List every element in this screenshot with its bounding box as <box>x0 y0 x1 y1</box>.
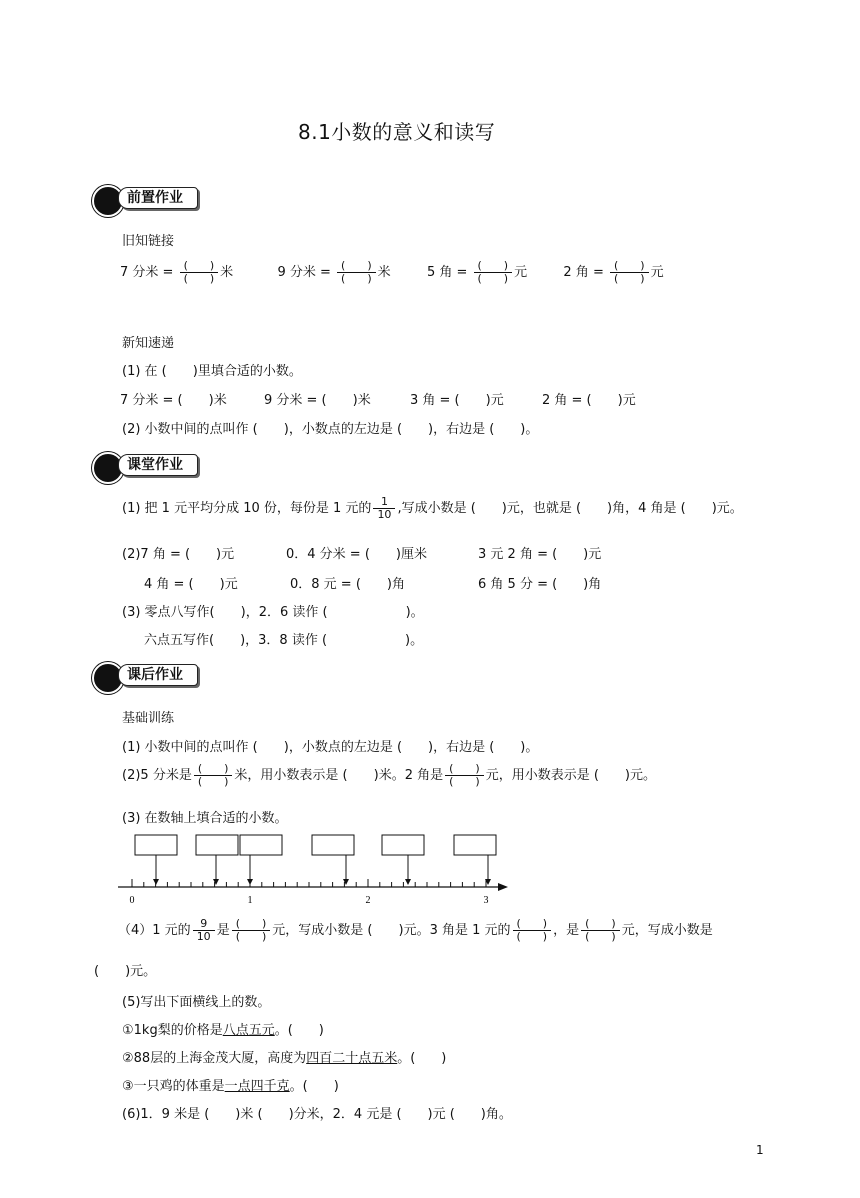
page-number: 1 <box>756 1143 764 1157</box>
class-q2-e: 0．8 元 = ( )角 <box>290 577 405 592</box>
answer-box[interactable] <box>135 835 177 855</box>
fraction-blank: $\frac{( )}{( )}$ <box>610 260 649 285</box>
answer-box[interactable] <box>196 835 238 855</box>
fraction-blank: $\frac{( )}{( )}$ <box>513 918 552 943</box>
pre-sub1: 旧知链接 <box>122 234 175 249</box>
class-q3-b: 六点五写作( )，3．8 读作 ( )。 <box>144 633 424 648</box>
post-q6: (6)1．9 米是 ( )米 ( )分米，2．4 元是 ( )元 ( )角。 <box>122 1107 512 1122</box>
post-q5-a: ①1kg梨的价格是八点五元。( ) <box>122 1023 324 1038</box>
post-q5-c: ③一只鸡的体重是一点四千克。( ) <box>122 1079 339 1094</box>
pre-q1-b: 9 分米 = ( )米 <box>264 393 371 408</box>
class-q2-a: (2)7 角 = ( )元 <box>122 547 235 562</box>
fraction-1-10: $\frac{1}{10}$ <box>373 496 395 521</box>
class-q2-d: 4 角 = ( )元 <box>144 577 238 592</box>
answer-box[interactable] <box>382 835 424 855</box>
class-q2-c: 3 元 2 角 = ( )元 <box>478 547 602 562</box>
axis-tick-label: 2 <box>365 895 371 906</box>
pre-q1-a: 7 分米 = ( )米 <box>120 393 227 408</box>
fraction-blank: $\frac{( )}{( )}$ <box>337 260 376 285</box>
fraction-blank: $\frac{( )}{( )}$ <box>180 260 219 285</box>
page-title: 8.1小数的意义和读写 <box>298 120 496 144</box>
pre-sub2: 新知速递 <box>122 336 175 351</box>
pre-q1: (1) 在 ( )里填合适的小数。 <box>122 364 302 379</box>
fraction-blank: $\frac{( )}{( )}$ <box>474 260 513 285</box>
post-q4: （4）1 元的 $\frac{9}{10}$ 是 $\frac{( )}{( )}$ 元，写成小数是 ( )元。3 角是 1 元的 $\frac{( )}{( )}$ ，是 $\frac{( )}{( )}$ 元，写成小数是 <box>118 917 713 943</box>
section-pre-title: 前置作业 <box>118 187 198 209</box>
pre-q1-c: 3 角 = ( )元 <box>410 393 504 408</box>
post-q2: (2)5 分米是 $\frac{( )}{( )}$ 米，用小数表示是 ( )米。2 角是 $\frac{( )}{( )}$ 元，用小数表示是 ( )元。 <box>122 762 656 788</box>
number-line <box>110 830 520 910</box>
axis-tick-label: 3 <box>483 895 489 906</box>
class-q2-b: 0．4 分米 = ( )厘米 <box>286 547 427 562</box>
answer-box[interactable] <box>454 835 496 855</box>
post-q5: (5)写出下面横线上的数。 <box>122 995 271 1010</box>
pre-row1: 7 分米 = $\frac{( )}{( )}$ 米 9 分米 = $\frac{( )}{( )}$ 米 5 角 = $\frac{( )}{( )}$ 元 2 角 = $\frac{( )}{( )}$ 元 <box>120 259 664 285</box>
post-sub: 基础训练 <box>122 711 175 726</box>
post-q4-cont: ( )元。 <box>94 964 157 979</box>
section-class-title: 课堂作业 <box>118 454 198 476</box>
class-q1: (1) 把 1 元平均分成 10 份，每份是 1 元的 $\frac{1}{10}$ ,写成小数是 ( )元，也就是 ( )角，4 角是 ( )元。 <box>122 495 743 521</box>
section-post-title: 课后作业 <box>118 664 198 686</box>
post-q3: (3) 在数轴上填合适的小数。 <box>122 811 288 826</box>
pre-q1-d: 2 角 = ( )元 <box>542 393 636 408</box>
post-q5-b: ②88层的上海金茂大厦，高度为四百二十点五米。( ) <box>122 1051 447 1066</box>
pre-q2: (2) 小数中间的点叫作 ( )，小数点的左边是 ( )，右边是 ( )。 <box>122 422 539 437</box>
axis-tick-label: 0 <box>129 895 135 906</box>
class-q2-f: 6 角 5 分 = ( )角 <box>478 577 602 592</box>
fraction-9-10: $\frac{9}{10}$ <box>193 918 215 943</box>
fraction-blank: $\frac{( )}{( )}$ <box>445 763 484 788</box>
section-pre-band <box>92 185 212 211</box>
section-class-band <box>92 452 212 478</box>
answer-box[interactable] <box>312 835 354 855</box>
section-post-band <box>92 662 216 688</box>
answer-box[interactable] <box>240 835 282 855</box>
fraction-blank: $\frac{( )}{( )}$ <box>581 918 620 943</box>
fraction-blank: $\frac{( )}{( )}$ <box>194 763 233 788</box>
axis-tick-label: 1 <box>247 895 253 906</box>
post-q1: (1) 小数中间的点叫作 ( )，小数点的左边是 ( )，右边是 ( )。 <box>122 740 539 755</box>
fraction-blank: $\frac{( )}{( )}$ <box>232 918 271 943</box>
class-q3-a: (3) 零点八写作( )，2．6 读作 ( )。 <box>122 605 424 620</box>
